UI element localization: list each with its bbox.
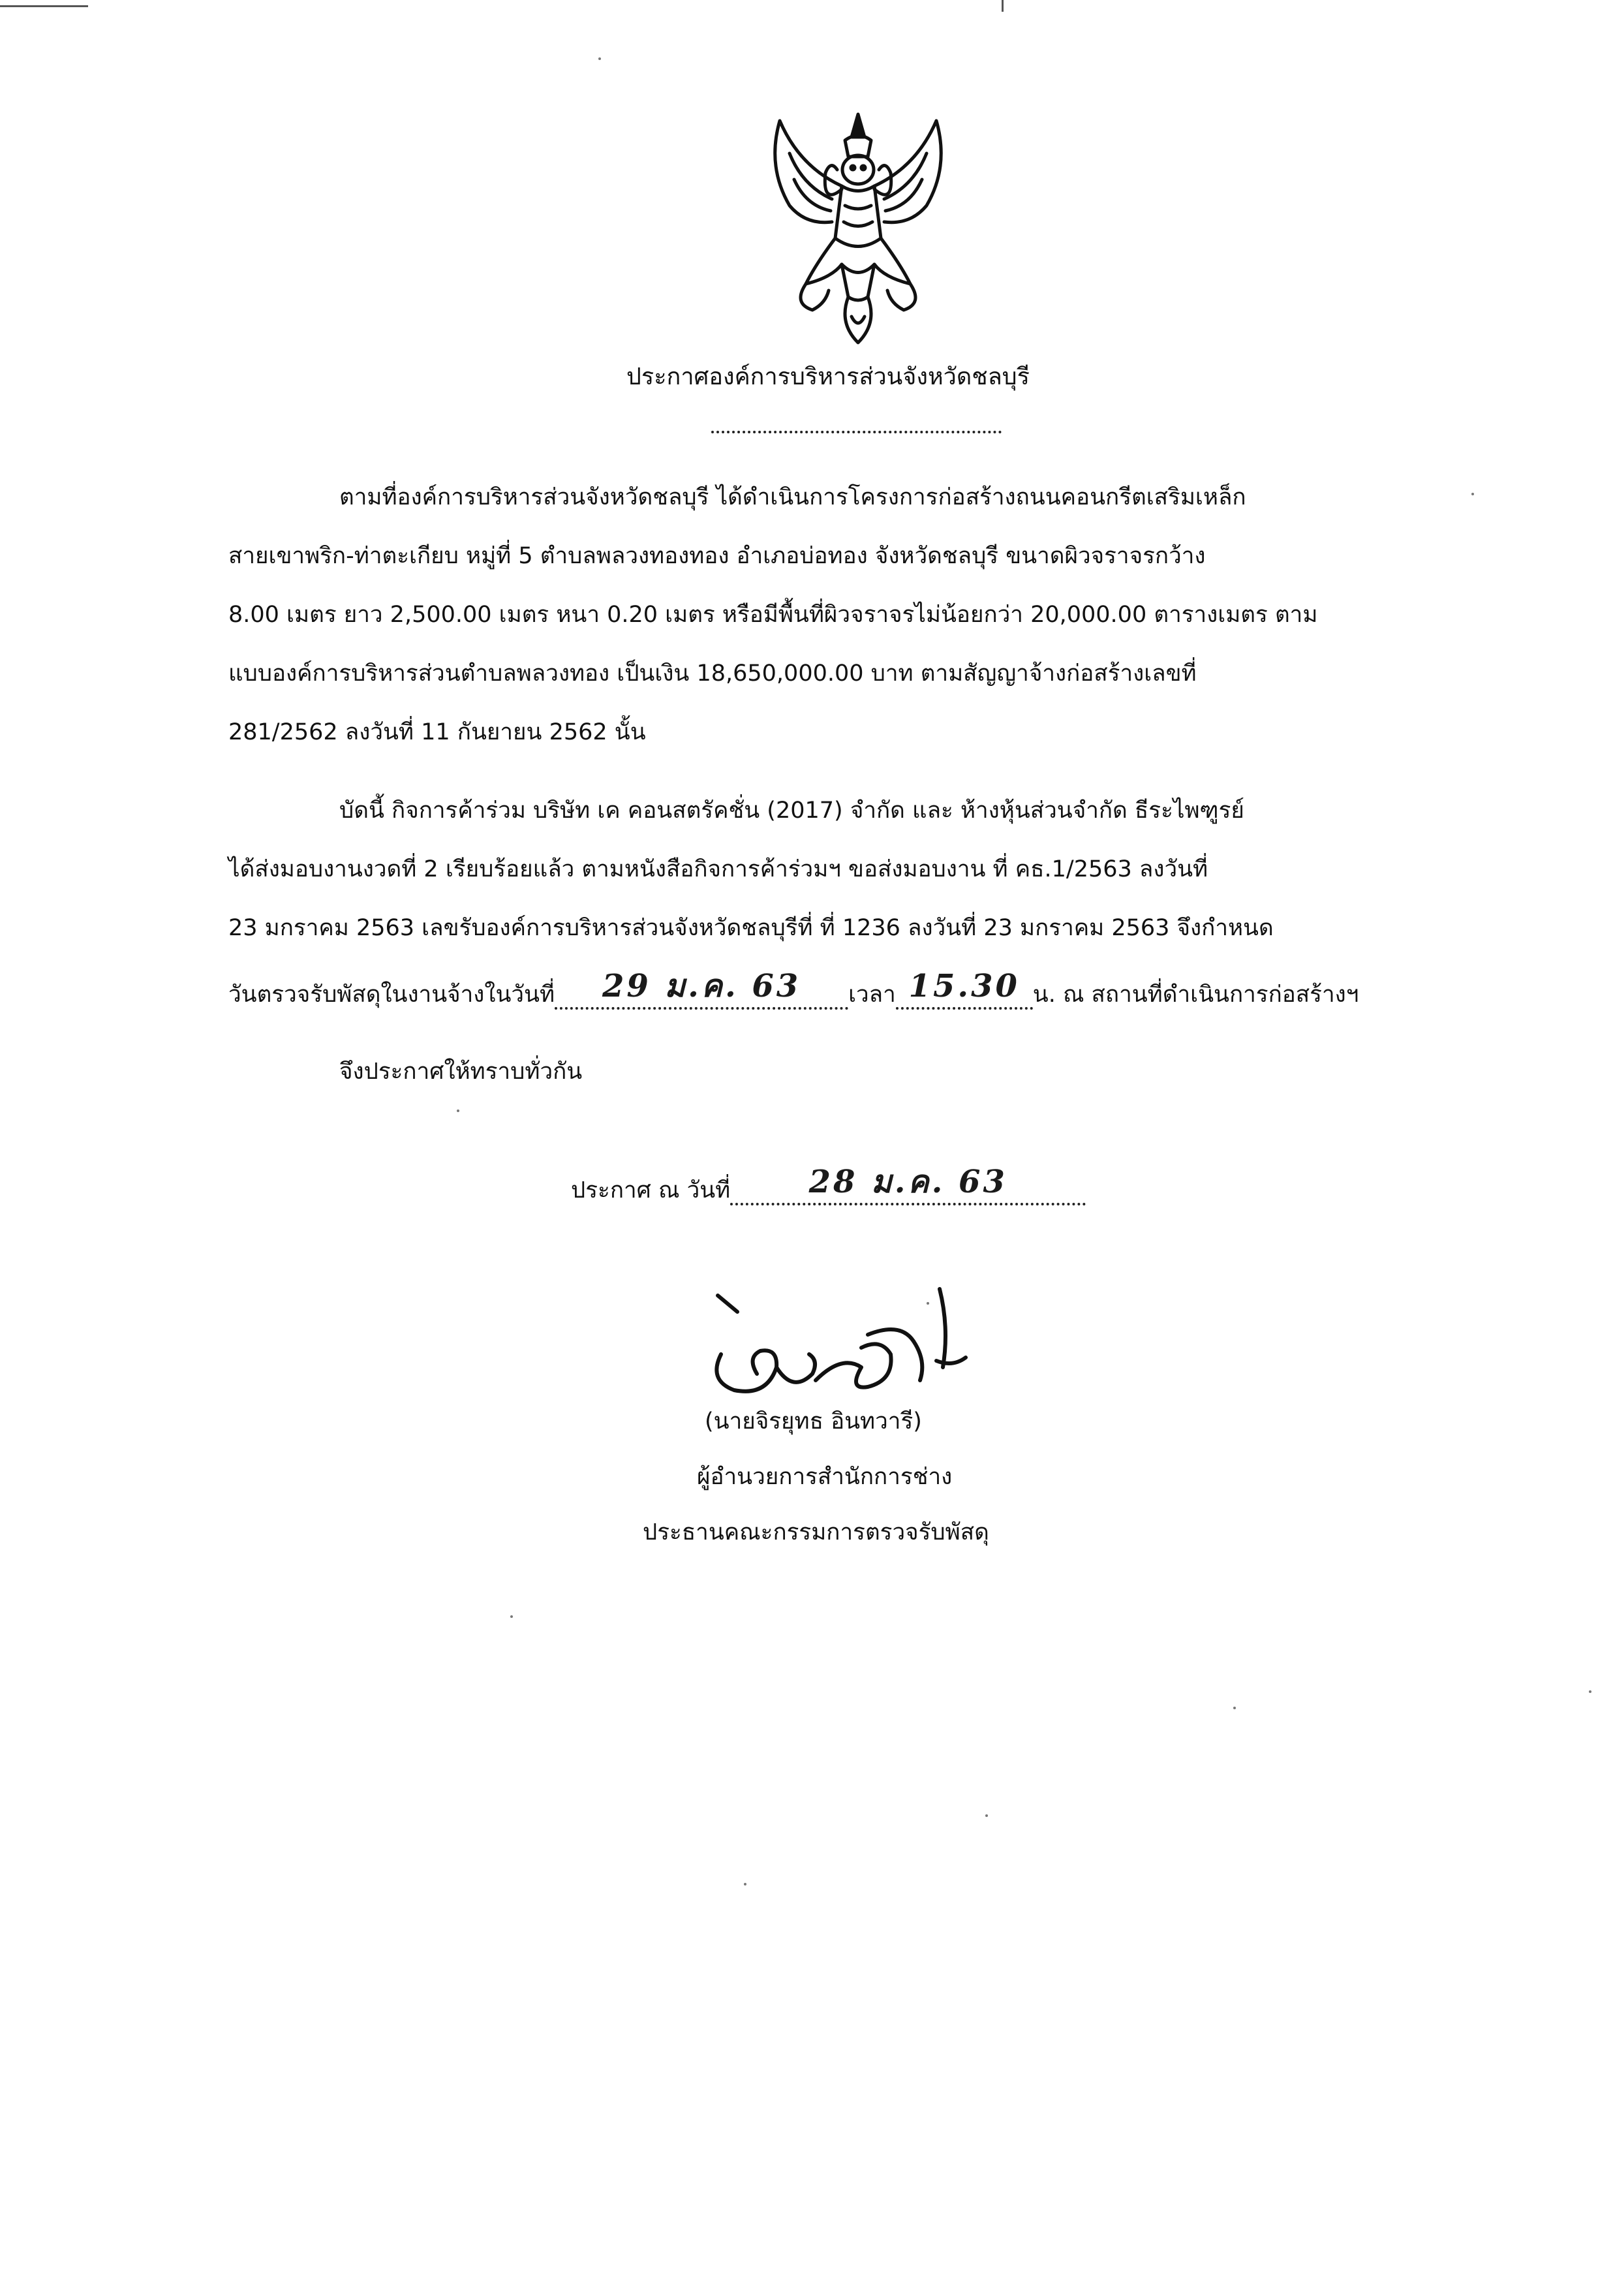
scan-speck [744, 1883, 746, 1885]
announce-date-line [571, 1164, 1086, 1205]
document-title: ประกาศองค์การบริหารส่วนจังหวัดชลบุรี [626, 364, 1030, 390]
scan-edge-mark [1002, 0, 1004, 12]
garuda-emblem-icon [754, 108, 962, 356]
announce-date-handwritten: 28 ม.ค. 63 [808, 1164, 1007, 1200]
announce-date-label: ประกาศ ณ วันที่ [571, 1177, 731, 1203]
paragraph1-line4: แบบองค์การบริหารส่วนตำบลพลวงทอง เป็นเงิน 18,650,000.00 บาท ตามสัญญาจ้างก่อสร้างเลขที่ [228, 660, 1197, 687]
inspection-date-label: วันตรวจรับพัสดุในงานจ้างในวันที่ [228, 982, 555, 1008]
inspection-time-handwritten: 15.30 [908, 968, 1020, 1004]
announce-date-field [730, 1164, 1086, 1205]
inspection-location-text: น. ณ สถานที่ดำเนินการก่อสร้างฯ [1032, 982, 1359, 1008]
inspection-time-field [896, 968, 1033, 1010]
paragraph2-line1: บัดนี้ กิจการค้าร่วม บริษัท เค คอนสตรัคชั่น (2017) จำกัด และ ห้างหุ้นส่วนจำกัด ธีระไพฑูรย์ [339, 798, 1244, 824]
signer-role: ประธานคณะกรรมการตรวจรับพัสดุ [643, 1519, 989, 1545]
inspection-date-handwritten: 29 ม.ค. 63 [602, 968, 801, 1004]
scan-speck [985, 1814, 988, 1817]
paragraph2-line4 [228, 968, 1359, 1010]
paragraph1-line5: 281/2562 ลงวันที่ 11 กันยายน 2562 นั้น [228, 719, 646, 745]
scan-speck [1233, 1707, 1236, 1709]
scan-speck [598, 57, 601, 60]
paragraph2-line3: 23 มกราคม 2563 เลขรับองค์การบริหารส่วนจังหวัดชลบุรีที่ ที่ 1236 ลงวันที่ 23 มกราคม 2563 จึงกำหนด [228, 915, 1274, 941]
scan-speck [1471, 493, 1474, 495]
title-dotted-divider [711, 431, 1002, 433]
signer-name: (นายจิรยุทธ อินทวารี) [705, 1408, 922, 1435]
paragraph2-line2: ได้ส่งมอบงานงวดที่ 2 เรียบร้อยแล้ว ตามหนังสือกิจการค้าร่วมฯ ขอส่งมอบงาน ที่ คธ.1/2563 ลงวันที่ [228, 856, 1208, 882]
closing-text: จึงประกาศให้ทราบทั่วกัน [339, 1059, 583, 1085]
inspection-date-field [555, 968, 848, 1010]
paragraph1-line2: สายเขาพริก-ท่าตะเกียบ หมู่ที่ 5 ตำบลพลวงทองทอง อำเภอบ่อทอง จังหวัดชลบุรี ขนาดผิวจราจรกว้าง [228, 543, 1206, 569]
inspection-time-label: เวลา [848, 982, 896, 1008]
paragraph1-line1: ตามที่องค์การบริหารส่วนจังหวัดชลบุรี ได้ดำเนินการโครงการก่อสร้างถนนคอนกรีตเสริมเหล็ก [339, 484, 1246, 510]
scan-speck [927, 1302, 929, 1305]
scan-speck [510, 1615, 513, 1618]
signature-icon [705, 1276, 992, 1406]
scan-speck [457, 1109, 459, 1112]
signer-position: ผู้อำนวยการสำนักการช่าง [697, 1464, 953, 1490]
paragraph1-line3: 8.00 เมตร ยาว 2,500.00 เมตร หนา 0.20 เมตร หรือมีพื้นที่ผิวจราจรไม่น้อยกว่า 20,000.00 ตารางเมตร ตาม [228, 602, 1318, 628]
scan-speck [1589, 1690, 1591, 1693]
scan-edge-mark [0, 5, 88, 7]
